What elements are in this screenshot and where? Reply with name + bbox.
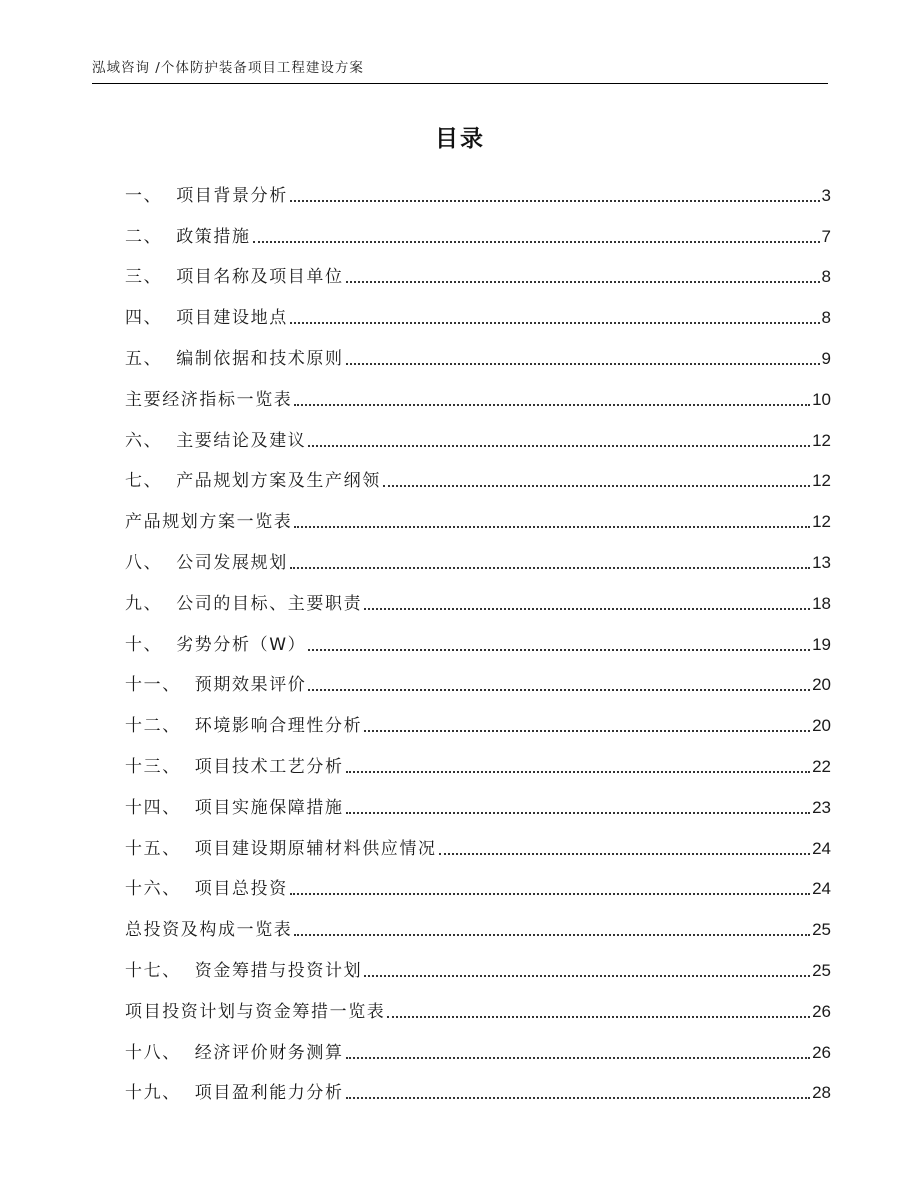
toc-entry-label: 八、 公司发展规划 (125, 552, 288, 573)
toc-entry-label: 十三、 项目技术工艺分析 (125, 756, 344, 777)
toc-entry-label: 十二、 环境影响合理性分析 (125, 716, 363, 737)
toc-entry[interactable] (125, 905, 831, 946)
toc-entry-page-number: 25 (812, 960, 831, 980)
toc-entry-page-number: 12 (812, 430, 831, 450)
toc-entry-label: 一、 项目背景分析 (125, 185, 288, 206)
toc-entry-label: 十九、 项目盈利能力分析 (125, 1083, 344, 1104)
toc-entry-label: 三、 项目名称及项目单位 (125, 267, 344, 288)
toc-entry[interactable] (125, 946, 831, 987)
toc-entry-label: 十一、 预期效果评价 (125, 675, 307, 696)
toc-entry[interactable] (125, 865, 831, 906)
toc-dot-leader (290, 200, 820, 202)
toc-entry-page-number: 8 (821, 267, 831, 287)
toc-entry-page-number: 23 (812, 797, 831, 817)
toc-entry-page-number: 24 (812, 838, 831, 858)
toc-list (125, 171, 831, 1109)
toc-entry[interactable] (125, 375, 831, 416)
toc-entry-label: 四、 项目建设地点 (125, 308, 288, 329)
toc-dot-leader (383, 485, 810, 487)
toc-title: 目录 (435, 126, 485, 152)
toc-dot-leader (294, 404, 810, 406)
toc-entry-label: 九、 公司的目标、主要职责 (125, 593, 363, 614)
toc-dot-leader (253, 241, 820, 243)
toc-entry-page-number: 7 (821, 226, 831, 246)
toc-entry[interactable] (125, 579, 831, 620)
toc-dot-leader (346, 363, 820, 365)
toc-entry[interactable] (125, 253, 831, 294)
toc-entry[interactable] (125, 212, 831, 253)
toc-entry[interactable] (125, 293, 831, 334)
toc-dot-leader (294, 934, 810, 936)
toc-entry[interactable] (125, 701, 831, 742)
toc-entry[interactable] (125, 987, 831, 1028)
toc-entry-page-number: 3 (821, 185, 831, 205)
toc-dot-leader (346, 771, 810, 773)
toc-entry-page-number: 8 (821, 308, 831, 328)
toc-entry[interactable] (125, 457, 831, 498)
toc-entry-label: 主要经济指标一览表 (125, 389, 293, 410)
toc-entry-label: 五、 编制依据和技术原则 (125, 348, 344, 369)
toc-entry[interactable] (125, 416, 831, 457)
toc-dot-leader (346, 812, 810, 814)
toc-dot-leader (346, 1057, 810, 1059)
toc-entry-page-number: 20 (812, 675, 831, 695)
toc-entry-label: 产品规划方案一览表 (125, 512, 293, 533)
toc-entry-label: 总投资及构成一览表 (125, 920, 293, 941)
toc-dot-leader (387, 1016, 810, 1018)
toc-entry-page-number: 9 (821, 348, 831, 368)
toc-entry-page-number: 22 (812, 756, 831, 776)
toc-entry-label: 项目投资计划与资金筹措一览表 (125, 1001, 386, 1022)
toc-entry-label: 十、 劣势分析（W） (125, 634, 307, 655)
toc-entry[interactable] (125, 171, 831, 212)
toc-entry-label: 七、 产品规划方案及生产纲领 (125, 471, 381, 492)
toc-dot-leader (346, 281, 820, 283)
toc-entry-label: 十七、 资金筹措与投资计划 (125, 960, 363, 981)
toc-entry[interactable] (125, 783, 831, 824)
toc-entry-page-number: 12 (812, 512, 831, 532)
toc-dot-leader (439, 853, 810, 855)
toc-entry-page-number: 25 (812, 920, 831, 940)
toc-entry-page-number: 26 (812, 1001, 831, 1021)
toc-entry-label: 十六、 项目总投资 (125, 879, 288, 900)
toc-entry-label: 十八、 经济评价财务测算 (125, 1042, 344, 1063)
toc-entry[interactable] (125, 661, 831, 702)
toc-dot-leader (308, 445, 810, 447)
toc-entry-page-number: 24 (812, 879, 831, 899)
toc-dot-leader (364, 608, 810, 610)
toc-entry[interactable] (125, 1028, 831, 1069)
toc-entry-page-number: 18 (812, 593, 831, 613)
toc-entry-label: 十四、 项目实施保障措施 (125, 797, 344, 818)
toc-entry-label: 十五、 项目建设期原辅材料供应情况 (125, 838, 437, 859)
toc-dot-leader (308, 689, 810, 691)
toc-dot-leader (346, 1097, 810, 1099)
toc-entry[interactable] (125, 497, 831, 538)
toc-entry[interactable] (125, 538, 831, 579)
toc-dot-leader (294, 526, 810, 528)
toc-entry-label: 二、 政策措施 (125, 226, 251, 247)
toc-dot-leader (290, 893, 810, 895)
toc-entry-page-number: 13 (812, 552, 831, 572)
toc-entry-label: 六、 主要结论及建议 (125, 430, 307, 451)
toc-entry[interactable] (125, 824, 831, 865)
toc-entry-page-number: 28 (812, 1083, 831, 1103)
toc-dot-leader (308, 649, 810, 651)
toc-entry[interactable] (125, 742, 831, 783)
toc-dot-leader (364, 730, 810, 732)
toc-entry[interactable] (125, 620, 831, 661)
toc-entry-page-number: 26 (812, 1042, 831, 1062)
toc-entry-page-number: 10 (812, 389, 831, 409)
toc-entry-page-number: 12 (812, 471, 831, 491)
toc-entry-page-number: 19 (812, 634, 831, 654)
header-text: 泓域咨询 /个体防护装备项目工程建设方案 (92, 60, 364, 76)
toc-dot-leader (290, 322, 820, 324)
toc-entry[interactable] (125, 1069, 831, 1110)
page-header (92, 52, 828, 84)
toc-entry-page-number: 20 (812, 716, 831, 736)
toc-dot-leader (290, 567, 810, 569)
toc-dot-leader (364, 975, 810, 977)
toc-entry[interactable] (125, 334, 831, 375)
